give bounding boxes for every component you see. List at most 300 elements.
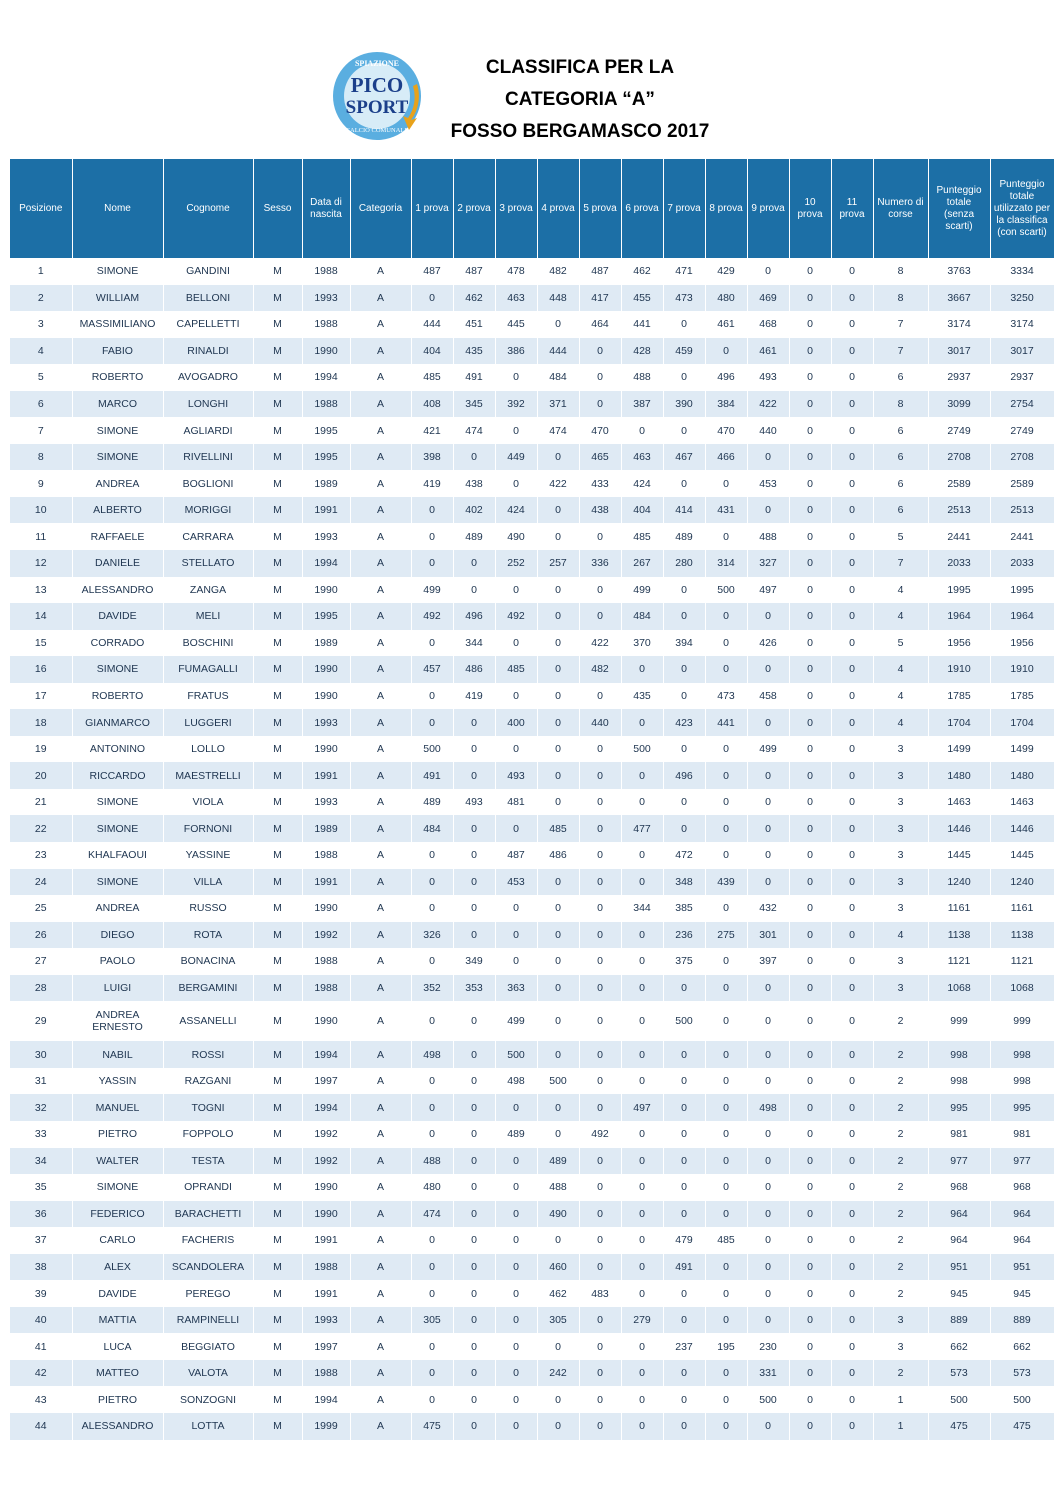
table-cell: M [253,762,302,789]
table-cell: 18 [10,709,72,736]
table-cell: 662 [928,1333,990,1360]
table-cell: 0 [831,550,873,577]
table-cell: 0 [579,1201,621,1228]
table-cell: 0 [789,444,831,471]
table-cell: 2937 [928,364,990,391]
table-row [10,391,1054,418]
table-cell: 419 [453,683,495,710]
table-cell: 370 [621,630,663,657]
table-cell: 0 [789,975,831,1002]
table-cell: 1445 [990,842,1054,869]
table-cell: 0 [579,1001,621,1041]
table-cell: 404 [621,497,663,524]
table-cell: 0 [411,683,453,710]
table-cell: ROTA [163,922,253,949]
table-cell: 0 [789,789,831,816]
table-cell: A [350,1201,411,1228]
table-cell: 485 [537,815,579,842]
table-cell: 473 [663,285,705,312]
table-cell: 4 [873,709,928,736]
table-row [10,1227,1054,1254]
table-cell: A [350,630,411,657]
table-cell: LUGGERI [163,709,253,736]
table-cell: 419 [411,470,453,497]
column-header: 5 prova [579,159,621,258]
table-cell: 1995 [302,417,350,444]
table-cell: 0 [789,1307,831,1334]
title-line-2: CATEGORIA “A” [505,89,655,110]
table-cell: M [253,709,302,736]
table-row [10,550,1054,577]
table-cell: 1704 [990,709,1054,736]
table-cell: 0 [453,922,495,949]
table-cell: 2 [873,1094,928,1121]
table-cell: 0 [789,391,831,418]
table-cell: 0 [789,683,831,710]
table-cell: 467 [663,444,705,471]
table-cell: 498 [747,1094,789,1121]
table-cell: 44 [10,1413,72,1440]
table-cell: 422 [579,630,621,657]
table-cell: 0 [579,391,621,418]
table-cell: 2 [873,1227,928,1254]
table-cell: M [253,1333,302,1360]
table-cell: 489 [411,789,453,816]
table-cell: 301 [747,922,789,949]
table-cell: A [350,1280,411,1307]
table-cell: M [253,975,302,1002]
table-cell: 0 [663,1201,705,1228]
table-cell: 0 [789,1360,831,1387]
table-cell: 0 [537,736,579,763]
table-cell: 0 [663,683,705,710]
table-cell: 0 [747,1121,789,1148]
table-cell: 493 [747,364,789,391]
table-cell: 0 [495,948,537,975]
table-cell: 998 [990,1068,1054,1095]
column-header: Data di nascita [302,159,350,258]
table-cell: 0 [831,1227,873,1254]
table-cell: 489 [663,523,705,550]
table-cell: 0 [831,417,873,444]
table-cell: M [253,1227,302,1254]
table-cell: 0 [579,577,621,604]
table-cell: SIMONE [72,1174,163,1201]
table-cell: 1988 [302,311,350,338]
table-cell: 0 [831,1201,873,1228]
table-cell: 2754 [990,391,1054,418]
table-cell: 499 [747,736,789,763]
table-cell: M [253,869,302,896]
table-cell: 0 [831,1068,873,1095]
table-cell: STELLATO [163,550,253,577]
table-cell: 573 [928,1360,990,1387]
table-cell: 36 [10,1201,72,1228]
table-cell: 32 [10,1094,72,1121]
table-cell: A [350,577,411,604]
table-cell: 384 [705,391,747,418]
table-cell: 4 [873,683,928,710]
table-cell: 3174 [990,311,1054,338]
table-cell: 424 [495,497,537,524]
table-cell: 500 [537,1068,579,1095]
table-cell: 1994 [302,1041,350,1068]
table-cell: 0 [789,656,831,683]
table-cell: 2 [873,1148,928,1175]
table-cell: DAVIDE [72,603,163,630]
table-cell: 0 [831,709,873,736]
table-cell: 439 [705,869,747,896]
table-row [10,709,1054,736]
table-cell: 0 [495,577,537,604]
table-cell: 662 [990,1333,1054,1360]
table-cell: 458 [747,683,789,710]
table-cell: 0 [663,1307,705,1334]
table-cell: 0 [831,869,873,896]
pico-sport-logo [331,50,425,142]
table-row [10,762,1054,789]
table-cell: 968 [990,1174,1054,1201]
table-cell: 400 [495,709,537,736]
table-cell: 0 [621,1333,663,1360]
table-cell: 1988 [302,1360,350,1387]
table-cell: 0 [621,1227,663,1254]
table-cell: 19 [10,736,72,763]
table-cell: BOSCHINI [163,630,253,657]
table-cell: 0 [411,1068,453,1095]
table-cell: PIETRO [72,1121,163,1148]
table-cell: 0 [705,975,747,1002]
table-cell: 331 [747,1360,789,1387]
table-cell: 8 [10,444,72,471]
table-cell: 0 [789,1227,831,1254]
column-header: Numero di corse [873,159,928,258]
table-cell: 24 [10,869,72,896]
table-cell: 0 [663,1174,705,1201]
table-cell: 4 [873,603,928,630]
table-cell: 0 [789,922,831,949]
table-cell: WALTER [72,1148,163,1175]
table-cell: 451 [453,311,495,338]
table-cell: 0 [537,577,579,604]
table-cell: 492 [579,1121,621,1148]
table-cell: 0 [789,1386,831,1413]
table-cell: 0 [579,523,621,550]
table-cell: A [350,391,411,418]
table-cell: ANDREA [72,470,163,497]
table-cell: TOGNI [163,1094,253,1121]
table-cell: MATTEO [72,1360,163,1387]
table-cell: 6 [873,364,928,391]
table-cell: 5 [873,523,928,550]
table-cell: 995 [990,1094,1054,1121]
table-cell: 459 [663,338,705,365]
table-cell: A [350,1333,411,1360]
table-cell: M [253,417,302,444]
table-cell: 455 [621,285,663,312]
table-cell: 0 [453,1041,495,1068]
table-cell: 466 [705,444,747,471]
table-cell: 470 [705,417,747,444]
table-cell: PEREGO [163,1280,253,1307]
table-cell: BERGAMINI [163,975,253,1002]
table-cell: 21 [10,789,72,816]
table-cell: A [350,1386,411,1413]
table-cell: 2749 [928,417,990,444]
table-cell: 0 [747,1068,789,1095]
table-cell: 1499 [990,736,1054,763]
table-cell: 460 [537,1254,579,1281]
table-cell: 470 [579,417,621,444]
table-cell: 252 [495,550,537,577]
table-cell: 486 [453,656,495,683]
table-cell: 1990 [302,683,350,710]
table-cell: 0 [579,1254,621,1281]
table-cell: A [350,550,411,577]
table-cell: 1138 [928,922,990,949]
table-cell: 500 [990,1386,1054,1413]
table-cell: 1991 [302,869,350,896]
table-cell: 0 [621,1068,663,1095]
table-cell: 2 [873,1121,928,1148]
table-header-row [10,159,1054,258]
table-cell: 0 [621,417,663,444]
table-cell: 0 [789,497,831,524]
table-cell: DIEGO [72,922,163,949]
table-cell: 0 [537,1094,579,1121]
table-cell: 3334 [990,258,1054,285]
table-cell: 0 [579,338,621,365]
table-cell: 8 [873,285,928,312]
column-header: Punteggio totale utilizzato per la classifica (con scarti) [990,159,1054,258]
document-title [420,52,740,148]
table-cell: 1988 [302,258,350,285]
table-cell: 0 [663,1280,705,1307]
table-cell: 1445 [928,842,990,869]
table-cell: 968 [928,1174,990,1201]
table-cell: 492 [495,603,537,630]
table-cell: 1964 [990,603,1054,630]
table-cell: 43 [10,1386,72,1413]
table-cell: 1068 [990,975,1054,1002]
table-cell: 195 [705,1333,747,1360]
table-cell: 0 [663,364,705,391]
table-cell: 488 [411,1148,453,1175]
table-cell: 480 [411,1174,453,1201]
table-row [10,285,1054,312]
column-header: 7 prova [663,159,705,258]
table-cell: 0 [579,603,621,630]
table-cell: 474 [537,417,579,444]
table-cell: 1992 [302,1121,350,1148]
table-cell: 0 [537,1121,579,1148]
table-cell: 39 [10,1280,72,1307]
table-cell: 1964 [928,603,990,630]
table-cell: M [253,1094,302,1121]
table-cell: 353 [453,975,495,1002]
table-cell: 375 [663,948,705,975]
table-cell: 0 [831,895,873,922]
table-cell: DANIELE [72,550,163,577]
table-cell: A [350,444,411,471]
table-cell: 0 [831,922,873,949]
table-cell: SIMONE [72,869,163,896]
table-cell: M [253,1174,302,1201]
table-cell: RAZGANI [163,1068,253,1095]
table-cell: 499 [621,577,663,604]
table-cell: GANDINI [163,258,253,285]
table-cell: 998 [928,1041,990,1068]
table-cell: 490 [537,1201,579,1228]
table-cell: 0 [453,1227,495,1254]
table-cell: 1995 [302,444,350,471]
table-cell: 0 [747,1148,789,1175]
table-cell: 474 [411,1201,453,1228]
table-cell: SCANDOLERA [163,1254,253,1281]
table-cell: 0 [411,869,453,896]
table-cell: 2513 [928,497,990,524]
table-row [10,497,1054,524]
table-row [10,842,1054,869]
table-cell: BONACINA [163,948,253,975]
table-cell: 1993 [302,523,350,550]
table-cell: 3 [873,789,928,816]
table-cell: MELI [163,603,253,630]
table-cell: 2589 [990,470,1054,497]
table-cell: 2937 [990,364,1054,391]
table-cell: 1991 [302,1280,350,1307]
table-cell: 951 [990,1254,1054,1281]
table-cell: 1480 [990,762,1054,789]
table-cell: 3763 [928,258,990,285]
table-cell: 0 [747,497,789,524]
table-cell: 26 [10,922,72,949]
table-cell: YASSINE [163,842,253,869]
table-cell: M [253,285,302,312]
table-cell: A [350,338,411,365]
table-cell: 0 [789,285,831,312]
table-cell: LUCA [72,1333,163,1360]
table-cell: SIMONE [72,444,163,471]
table-cell: 0 [831,1307,873,1334]
table-cell: M [253,391,302,418]
table-cell: 394 [663,630,705,657]
column-header: Sesso [253,159,302,258]
table-cell: 0 [663,656,705,683]
table-cell: 3 [873,1333,928,1360]
table-cell: BELLONI [163,285,253,312]
table-cell: 0 [831,1041,873,1068]
table-cell: 0 [453,1148,495,1175]
table-row [10,258,1054,285]
table-cell: 0 [705,523,747,550]
table-cell: 453 [495,869,537,896]
table-cell: M [253,444,302,471]
column-header: 4 prova [537,159,579,258]
table-cell: 889 [928,1307,990,1334]
table-cell: M [253,338,302,365]
table-cell: 445 [495,311,537,338]
table-cell: 0 [747,789,789,816]
table-cell: 474 [453,417,495,444]
table-cell: 1990 [302,895,350,922]
table-cell: 440 [579,709,621,736]
table-cell: ANDREA ERNESTO [72,1001,163,1041]
table-cell: A [350,364,411,391]
table-cell: 0 [789,1121,831,1148]
column-header: Posizione [10,159,72,258]
table-cell: 13 [10,577,72,604]
table-cell: 1995 [928,577,990,604]
table-cell: 0 [495,1413,537,1440]
table-cell: M [253,1201,302,1228]
table-cell: 422 [747,391,789,418]
table-row [10,1333,1054,1360]
table-cell: 0 [663,1148,705,1175]
table-cell: 3 [873,869,928,896]
table-cell: 0 [747,1201,789,1228]
table-cell: 0 [831,1174,873,1201]
table-cell: 0 [831,842,873,869]
table-cell: 30 [10,1041,72,1068]
table-cell: 475 [411,1413,453,1440]
column-header: 10 prova [789,159,831,258]
table-cell: 0 [831,789,873,816]
table-cell: 1992 [302,1148,350,1175]
table-cell: 0 [705,895,747,922]
table-cell: 431 [705,497,747,524]
table-cell: 0 [495,922,537,949]
table-cell: 0 [453,1386,495,1413]
column-header: 11 prova [831,159,873,258]
table-cell: 0 [411,842,453,869]
table-cell: 0 [705,1413,747,1440]
table-cell: 0 [621,842,663,869]
table-cell: 0 [663,1094,705,1121]
table-cell: 0 [411,1360,453,1387]
table-cell: 435 [453,338,495,365]
table-cell: SIMONE [72,815,163,842]
table-cell: 0 [537,1333,579,1360]
table-cell: A [350,1121,411,1148]
table-cell: 484 [621,603,663,630]
table-cell: 6 [10,391,72,418]
table-row [10,869,1054,896]
table-cell: 0 [453,577,495,604]
table-cell: 485 [621,523,663,550]
table-cell: 441 [705,709,747,736]
table-cell: SIMONE [72,789,163,816]
table-cell: 1999 [302,1413,350,1440]
table-cell: 0 [537,630,579,657]
table-cell: 0 [705,1201,747,1228]
table-cell: 31 [10,1068,72,1095]
table-cell: 1993 [302,789,350,816]
table-cell: 0 [579,1148,621,1175]
table-cell: 387 [621,391,663,418]
table-cell: 371 [537,391,579,418]
table-cell: 0 [453,1333,495,1360]
table-row [10,444,1054,471]
table-cell: RIVELLINI [163,444,253,471]
table-cell: 2 [873,1174,928,1201]
table-cell: ROBERTO [72,364,163,391]
table-cell: 0 [453,869,495,896]
table-cell: 0 [663,1386,705,1413]
table-cell: 1994 [302,364,350,391]
table-cell: 500 [705,577,747,604]
table-cell: NABIL [72,1041,163,1068]
